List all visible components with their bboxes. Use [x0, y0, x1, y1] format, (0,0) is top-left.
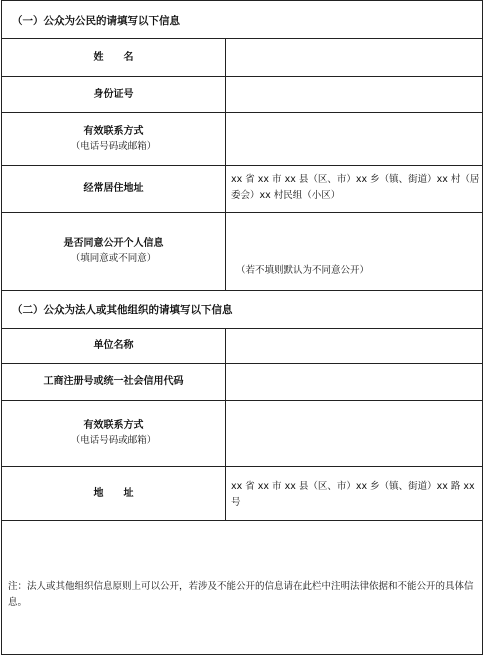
section1-title: （一）公众为公民的请填写以下信息	[12, 15, 180, 27]
org-name-label: 单位名称	[93, 340, 134, 351]
consent-hint[interactable]: （若不填则默认为不同意公开）	[236, 265, 370, 276]
org-address-label: 地 址	[93, 487, 134, 499]
credit-code-field[interactable]	[226, 363, 482, 400]
contact-label: 有效联系方式	[83, 125, 144, 137]
org-name-field[interactable]	[226, 328, 482, 363]
org-contact-field[interactable]	[226, 400, 482, 466]
id-number-label: 身份证号	[93, 88, 134, 100]
credit-code-label-cell	[2, 363, 225, 400]
org-address-value[interactable]: xx 省 xx 市 xx 县（区、市）xx 乡（镇、街道）xx 路 xx 号	[231, 481, 475, 508]
consent-label-cell	[2, 212, 225, 290]
name-label-cell	[2, 38, 225, 76]
id-number-field[interactable]	[226, 76, 482, 112]
consent-label: 是否同意公开个人信息	[63, 238, 164, 249]
note-text: 注：法人或其他组织信息原则上可以公开，若涉及不能公开的信息请在此栏中注明法律依据和不能公开的具体信息。	[8, 581, 474, 608]
org-contact-label: 有效联系方式	[83, 420, 144, 431]
row-divider	[2, 290, 482, 291]
residence-address-value[interactable]: xx 省 xx 市 xx 县（区、市）xx 乡（镇、街道）xx 村（居委会）xx 村民组（小区）	[231, 174, 480, 201]
contact-field[interactable]	[226, 112, 482, 165]
row-divider	[2, 520, 482, 521]
address-label-cell	[2, 165, 225, 212]
form-table	[1, 0, 483, 655]
org-contact-label-cell	[2, 400, 225, 466]
contact-label-cell	[2, 112, 225, 165]
credit-code-label: 工商注册号或统一社会信用代码	[43, 376, 184, 387]
org-name-label-cell	[2, 328, 225, 363]
id-label-cell	[2, 76, 225, 112]
org-contact-sublabel: （电话号码或邮箱）	[70, 435, 157, 446]
consent-sublabel: （填同意或不同意）	[70, 253, 157, 264]
contact-sublabel: （电话号码或邮箱）	[70, 140, 157, 152]
name-label: 姓 名	[93, 51, 134, 63]
name-field[interactable]	[226, 38, 482, 76]
org-address-label-cell	[2, 466, 225, 520]
section2-title: （二）公众为法人或其他组织的请填写以下信息	[12, 304, 233, 316]
residence-address-label: 经常居住地址	[83, 183, 144, 194]
